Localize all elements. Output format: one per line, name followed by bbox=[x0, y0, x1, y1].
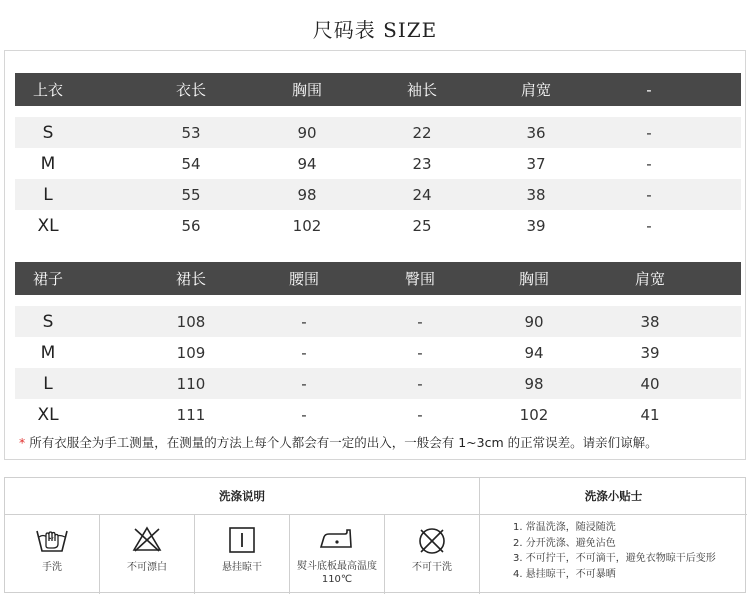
skirts-size-table bbox=[15, 262, 741, 430]
table-cell: 39 bbox=[526, 216, 546, 235]
tops-header-shoulder: 肩宽 bbox=[520, 81, 552, 99]
skirts-header-waist: 腰围 bbox=[288, 270, 320, 288]
table-cell: - bbox=[646, 216, 652, 235]
size-chart-panel bbox=[4, 50, 746, 460]
table-cell: - bbox=[301, 343, 307, 362]
note-text: 所有衣服全为手工测量，在测量的方法上每个人都会有一定的出入，一般会有 1~3cm 的正常误差。请亲们谅解。 bbox=[29, 435, 658, 450]
page-title: 尺码表 SIZE bbox=[312, 18, 438, 42]
table-cell: - bbox=[301, 312, 307, 331]
care-label: 不可漂白 bbox=[127, 562, 167, 573]
care-instructions-panel bbox=[4, 477, 746, 593]
note-marker: * bbox=[19, 435, 26, 450]
table-cell: - bbox=[646, 154, 652, 173]
table-cell: 90 bbox=[297, 123, 317, 142]
list-item: 2. 分开洗涤、避免沾色 bbox=[513, 537, 616, 549]
table-cell: 36 bbox=[526, 123, 546, 142]
table-cell: 38 bbox=[640, 312, 660, 331]
table-cell: 109 bbox=[176, 343, 206, 362]
care-item-hang-dry bbox=[195, 515, 290, 594]
table-cell: - bbox=[417, 405, 423, 424]
table-cell: 22 bbox=[412, 123, 432, 142]
care-tips-title: 洗涤小贴士 bbox=[584, 489, 643, 503]
table-cell: 24 bbox=[412, 185, 432, 204]
size-label: M bbox=[40, 342, 56, 363]
hand-wash-icon bbox=[34, 525, 70, 555]
table-cell: 108 bbox=[176, 312, 206, 331]
table-cell: 98 bbox=[524, 374, 544, 393]
table-cell: 102 bbox=[292, 216, 322, 235]
table-row bbox=[15, 210, 741, 241]
skirts-header-category: 裙子 bbox=[32, 270, 64, 288]
skirts-header-hip: 臀围 bbox=[404, 270, 436, 288]
table-cell: 94 bbox=[524, 343, 544, 362]
care-item-iron bbox=[290, 515, 385, 594]
care-label: 手洗 bbox=[42, 562, 62, 573]
iron-icon bbox=[318, 525, 356, 553]
size-label: L bbox=[43, 184, 53, 205]
tops-header-category: 上衣 bbox=[32, 81, 64, 99]
tops-header-row bbox=[15, 73, 741, 106]
table-cell: - bbox=[646, 123, 652, 142]
size-label: S bbox=[42, 122, 54, 143]
care-label: 悬挂晾干 bbox=[222, 562, 262, 573]
table-cell: - bbox=[301, 374, 307, 393]
table-cell: 41 bbox=[640, 405, 660, 424]
no-bleach-icon bbox=[131, 525, 163, 553]
care-label: 不可干洗 bbox=[412, 562, 452, 573]
table-row bbox=[15, 337, 741, 368]
size-label: L bbox=[43, 373, 53, 394]
list-item: 1. 常温洗涤，随浸随洗 bbox=[513, 522, 616, 533]
list-item: 4. 悬挂晾干，不可暴晒 bbox=[513, 568, 616, 580]
skirts-header-chest: 胸围 bbox=[518, 270, 550, 288]
size-label: S bbox=[42, 311, 54, 332]
table-cell: 90 bbox=[524, 312, 544, 331]
table-cell: 102 bbox=[519, 405, 549, 424]
table-cell: 53 bbox=[181, 123, 201, 142]
skirts-header-shoulder: 肩宽 bbox=[634, 270, 666, 288]
table-cell: 56 bbox=[181, 216, 201, 235]
table-cell: - bbox=[646, 185, 652, 204]
table-cell: 39 bbox=[640, 343, 660, 362]
table-cell: 23 bbox=[412, 154, 432, 173]
no-dry-clean-icon bbox=[416, 525, 448, 557]
size-label: XL bbox=[37, 404, 59, 425]
size-label: XL bbox=[37, 215, 59, 236]
table-cell: 40 bbox=[640, 374, 660, 393]
table-row bbox=[15, 399, 741, 430]
table-row bbox=[15, 148, 741, 179]
hang-dry-icon bbox=[227, 525, 257, 555]
table-row bbox=[15, 306, 741, 337]
skirts-header-row bbox=[15, 262, 741, 295]
care-item-no-dry-clean bbox=[385, 515, 480, 594]
tops-header-chest: 胸围 bbox=[291, 81, 323, 99]
table-row bbox=[15, 179, 741, 210]
table-row bbox=[15, 368, 741, 399]
table-cell: - bbox=[301, 405, 307, 424]
table-cell: 111 bbox=[176, 405, 206, 424]
table-cell: 98 bbox=[297, 185, 317, 204]
care-item-hand-wash bbox=[5, 515, 100, 594]
care-tips-list bbox=[513, 520, 716, 582]
table-row bbox=[15, 117, 741, 148]
tops-header-length: 衣长 bbox=[175, 81, 207, 99]
table-cell: 94 bbox=[297, 154, 317, 173]
table-cell: 54 bbox=[181, 154, 201, 173]
table-cell: 37 bbox=[526, 154, 546, 173]
tops-size-table bbox=[15, 73, 741, 241]
table-cell: 55 bbox=[181, 185, 201, 204]
care-label: 熨斗底板最高温度110℃ bbox=[297, 561, 377, 585]
table-cell: - bbox=[417, 374, 423, 393]
table-cell: - bbox=[417, 343, 423, 362]
tops-header-sleeve: 袖长 bbox=[406, 81, 438, 99]
table-cell: 38 bbox=[526, 185, 546, 204]
measurement-note bbox=[19, 433, 658, 451]
skirts-header-length: 裙长 bbox=[175, 270, 207, 288]
tops-header-extra: - bbox=[646, 80, 652, 99]
table-cell: - bbox=[417, 312, 423, 331]
table-cell: 25 bbox=[412, 216, 432, 235]
table-cell: 110 bbox=[176, 374, 206, 393]
care-item-no-bleach bbox=[100, 515, 195, 594]
care-title: 洗涤说明 bbox=[219, 489, 265, 503]
size-label: M bbox=[40, 153, 56, 174]
list-item: 3. 不可拧干，不可滴干，避免衣物晾干后变形 bbox=[513, 553, 716, 564]
